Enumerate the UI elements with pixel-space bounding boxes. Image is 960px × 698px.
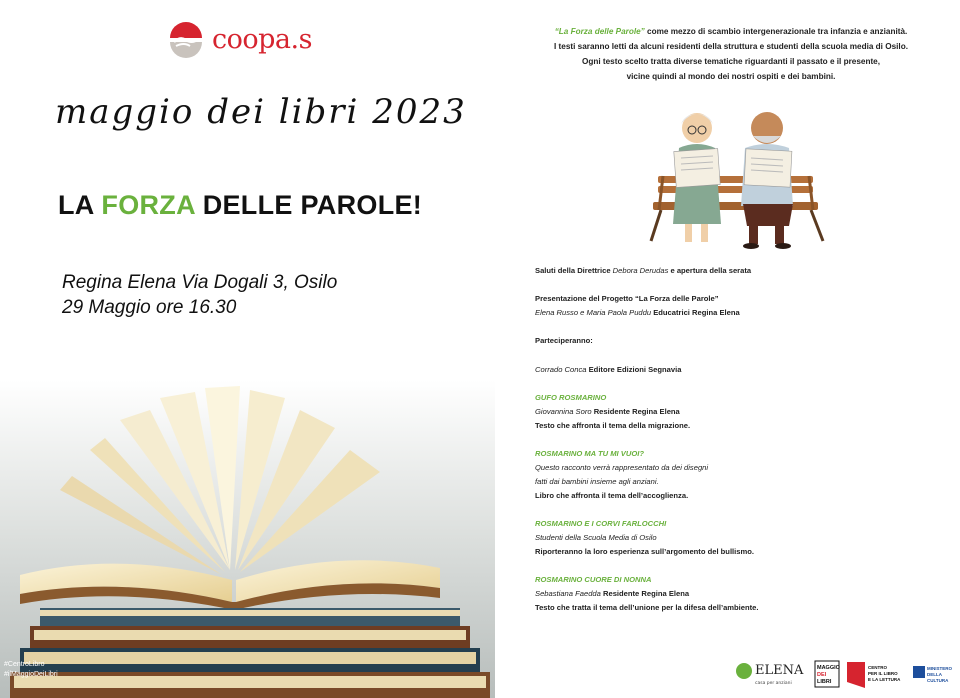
headline-part: LA: [58, 190, 102, 220]
reading-title: ROSMARINO E I CORVI FARLOCCHI: [535, 519, 667, 528]
program-text: e apertura della serata: [668, 266, 752, 275]
event-headline: [58, 190, 422, 221]
guest-name: Corrado Conca: [535, 365, 587, 374]
headline-part: DELLE PAROLE!: [194, 190, 423, 220]
reading-title: ROSMARINO CUORE DI NONNA: [535, 575, 652, 584]
partner-logos: [735, 658, 960, 692]
hashtag: #CentroLibro: [4, 661, 45, 668]
reading-title: ROSMARINO MA TU MI VUOI?: [535, 449, 644, 458]
venue-line: Regina Elena Via Dogali 3, Osilo: [62, 272, 338, 293]
intro-text-part: come mezzo di scambio intergenerazionale tra infanzia e anzianità.: [644, 27, 908, 36]
reader-name: Giovannina Soro: [535, 407, 592, 416]
reading-person: Studenti della Scuola Media di Osilo: [535, 533, 657, 542]
program-presenters: [535, 306, 955, 320]
elderly-couple-reading-illustration: [633, 106, 833, 256]
hashtags: [4, 660, 58, 680]
reading-desc: Riporteranno la loro esperienza sull’argomento del bullismo.: [535, 547, 754, 556]
cepell-line: PER IL LIBRO: [868, 671, 898, 676]
program-welcome: [535, 264, 955, 278]
intro-line: vicine quindi al mondo dei nostri ospiti e dei bambini.: [626, 72, 836, 81]
program-text: Saluti della Direttrice: [535, 266, 613, 275]
date-line: 29 Maggio ore 16.30: [62, 297, 237, 318]
elena-subtitle: casa per anziani: [755, 681, 792, 686]
intro-line: Ogni testo scelto tratta diverse tematiche riguardanti il passato e il presente,: [581, 57, 881, 66]
mic-line: MINISTERO: [927, 666, 953, 671]
presenters-names: Elena Russo e Maria Paola Puddu: [535, 308, 652, 317]
event-venue: [62, 270, 337, 320]
coopas-logo: [166, 18, 312, 60]
hashtag: #ilMaggioDeiLibri: [4, 671, 58, 678]
reading-title: GUFO ROSMARINO: [535, 393, 607, 402]
project-title: “La Forza delle Parole”: [554, 27, 645, 36]
director-name: Debora Derudas: [612, 266, 669, 275]
event-program: [535, 264, 955, 615]
elena-text: ELENA: [755, 663, 804, 678]
reader-name: Sebastiana Faedda: [535, 589, 601, 598]
program-guest: [535, 363, 955, 377]
reading-person: [535, 587, 955, 601]
reading-note: fatti dai bambini insieme agli anziani.: [535, 477, 659, 486]
open-book-photo: [0, 380, 495, 698]
reading-desc: Libro che affronta il tema dell’accoglienza.: [535, 491, 689, 500]
reader-role: Residente Regina Elena: [600, 589, 690, 598]
reading-desc: Testo che affronta il tema della migrazione.: [535, 421, 691, 430]
reading-person: [535, 405, 955, 419]
intro-text: [501, 24, 960, 84]
regina-elena-logo: [736, 663, 804, 686]
dei-word: DEI: [817, 672, 827, 678]
reading-desc: Testo che tratta il tema dell’unione per la difesa dell’ambiente.: [535, 603, 759, 612]
presenters-role: Educatrici Regina Elena: [651, 308, 740, 317]
right-panel: [495, 0, 960, 698]
cepell-logo: [847, 662, 901, 688]
hands-heart-icon: [166, 18, 206, 60]
headline-highlight: FORZA: [101, 190, 195, 220]
mic-line: DELLA: [927, 672, 942, 677]
cepell-line: E LA LETTURA: [868, 677, 901, 682]
program-presentation: Presentazione del Progetto “La Forza delle Parole”: [535, 294, 719, 303]
intro-line: [501, 24, 960, 39]
guest-role: Editore Edizioni Segnavia: [586, 365, 682, 374]
ministero-cultura-logo: [913, 666, 953, 683]
maggio-word: MAGGIO: [817, 665, 840, 671]
series-title: maggio dei libri 2023: [55, 92, 467, 132]
intro-line: I testi saranno letti da alcuni residenti della struttura e studenti della scuola media di Osilo.: [554, 42, 908, 51]
reader-role: Residente Regina Elena: [591, 407, 680, 416]
participants-label: Parteciperanno:: [535, 336, 593, 345]
maggio-dei-libri-logo: [815, 661, 841, 687]
cepell-line: CENTRO: [868, 665, 887, 670]
brand-name: coopa.s: [212, 23, 312, 55]
libri-word: LIBRI: [817, 679, 832, 685]
reading-note: Questo racconto verrà rappresentato da dei disegni: [535, 463, 709, 472]
mic-line: CULTURA: [927, 678, 949, 683]
